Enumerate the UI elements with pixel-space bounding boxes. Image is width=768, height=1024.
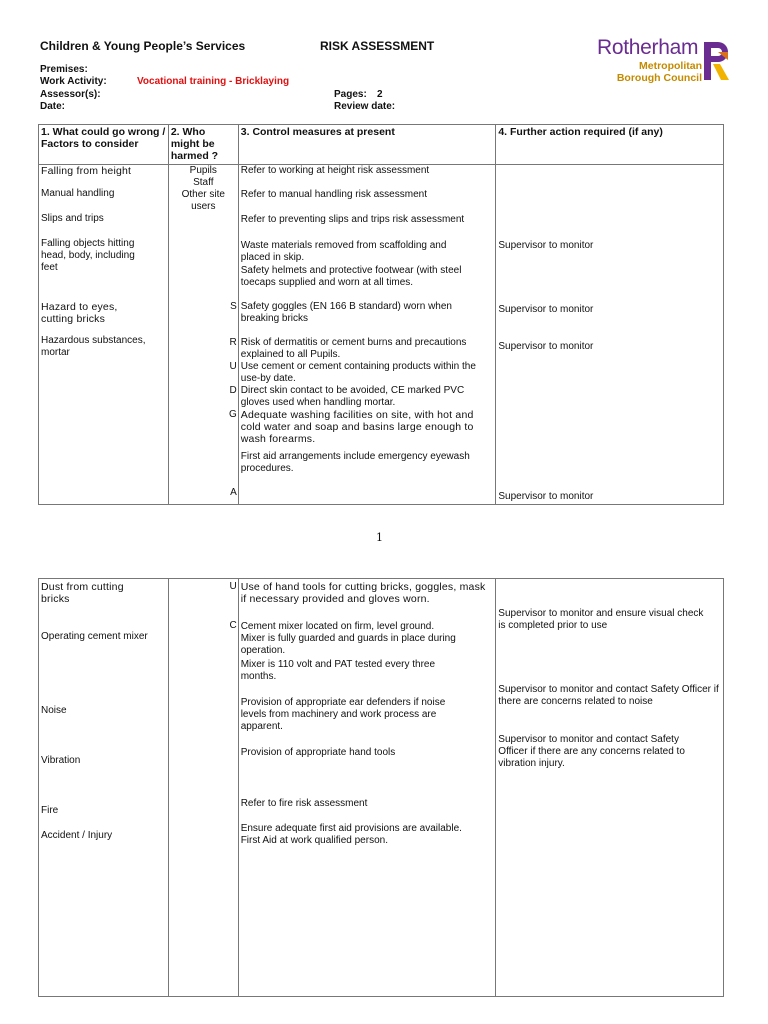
row-marker: U bbox=[229, 581, 237, 592]
action-item: Supervisor to monitor and contact Safety Officer if there are concerns related to noise bbox=[498, 684, 719, 707]
work-activity-label: Work Activity: bbox=[40, 76, 107, 87]
logo-name: Rotherham bbox=[597, 36, 699, 59]
control-item: Provision of appropriate ear defenders if noise levels from machinery and work process are apparent. bbox=[240, 697, 446, 732]
hazard-item: Accident / Injury bbox=[41, 830, 113, 841]
control-item: Use of hand tools for cutting bricks, goggles, mask if necessary provided and gloves worn. bbox=[240, 581, 486, 605]
hazard-item: Dust from cutting bricks bbox=[41, 581, 124, 605]
table-row bbox=[39, 579, 724, 997]
action-item: Supervisor to monitor bbox=[498, 240, 594, 251]
action-item: Supervisor to monitor and contact Safety Officer if there are any concerns related to vibration injury. bbox=[498, 734, 685, 769]
control-item: Waste materials removed from scaffolding and placed in skip. bbox=[240, 240, 447, 263]
row-marker: A bbox=[230, 487, 237, 498]
control-item: First Aid at work qualified person. bbox=[240, 835, 388, 846]
column-header-who: 2. Who might be harmed ? bbox=[168, 125, 238, 165]
control-item: Provision of appropriate hand tools bbox=[240, 747, 396, 758]
risk-table-page2 bbox=[38, 578, 724, 997]
document-title: RISK ASSESSMENT bbox=[320, 39, 435, 53]
hazard-item: Hazardous substances, mortar bbox=[41, 335, 146, 358]
control-item: Safety helmets and protective footwear (with steel toecaps supplied and worn at all times. bbox=[240, 265, 462, 288]
control-item: Adequate washing facilities on site, with hot and cold water and soap and basins large enough to wash forearms. bbox=[240, 409, 474, 445]
who-item: Other site users bbox=[181, 189, 225, 212]
control-item: Refer to manual handling risk assessment bbox=[240, 189, 427, 200]
control-item: Refer to fire risk assessment bbox=[240, 798, 368, 809]
controls-cell bbox=[238, 165, 496, 505]
review-date-label: Review date: bbox=[334, 101, 396, 112]
page-number: 1 bbox=[376, 531, 383, 544]
row-marker: D bbox=[229, 385, 237, 396]
row-marker: C bbox=[229, 620, 237, 631]
action-cell bbox=[496, 579, 724, 997]
row-marker: S bbox=[230, 301, 237, 312]
hazard-item: Vibration bbox=[41, 755, 81, 766]
row-marker: U bbox=[229, 361, 237, 372]
control-item: Mixer is fully guarded and guards in place during operation. bbox=[240, 633, 456, 656]
who-item: Pupils bbox=[189, 165, 217, 176]
hazard-item: Fire bbox=[41, 805, 59, 816]
control-item: Ensure adequate first aid provisions are available. bbox=[240, 823, 462, 834]
date-label: Date: bbox=[40, 101, 66, 112]
who-cell bbox=[168, 579, 238, 997]
department-title: Children & Young People’s Services bbox=[40, 39, 246, 53]
pages-value: 2 bbox=[377, 89, 383, 100]
logo-line1: Metropolitan bbox=[639, 60, 702, 72]
work-activity-value: Vocational training - Bricklaying bbox=[137, 76, 290, 87]
control-item: Use cement or cement containing products within the use-by date. bbox=[240, 361, 476, 384]
action-item: Supervisor to monitor bbox=[498, 341, 594, 352]
control-item: Mixer is 110 volt and PAT tested every three months. bbox=[240, 659, 436, 682]
control-item: Cement mixer located on firm, level ground. bbox=[240, 621, 435, 632]
control-item: First aid arrangements include emergency eyewash procedures. bbox=[240, 451, 470, 474]
column-header-controls: 3. Control measures at present bbox=[238, 125, 496, 165]
pages-label: Pages: bbox=[334, 89, 367, 100]
risk-table-page1 bbox=[38, 124, 724, 505]
table-header-row bbox=[39, 125, 724, 165]
control-item: Direct skin contact to be avoided, CE marked PVC gloves used when handling mortar. bbox=[240, 385, 465, 408]
hazard-item: Noise bbox=[41, 705, 67, 716]
hazard-item: Slips and trips bbox=[41, 213, 104, 224]
control-item: Refer to working at height risk assessment bbox=[240, 165, 430, 176]
action-item: Supervisor to monitor and ensure visual check is completed prior to use bbox=[498, 608, 704, 631]
table-row bbox=[39, 165, 724, 505]
logo-r-mark-icon bbox=[702, 40, 730, 82]
hazard-item: Operating cement mixer bbox=[41, 631, 148, 642]
hazard-cell bbox=[39, 579, 169, 997]
row-marker: G bbox=[228, 409, 237, 420]
controls-cell bbox=[238, 579, 496, 997]
hazard-item: Falling objects hitting head, body, including feet bbox=[41, 238, 135, 273]
premises-label: Premises: bbox=[40, 64, 88, 75]
logo-line2: Borough Council bbox=[616, 72, 702, 84]
who-item: Staff bbox=[193, 177, 214, 188]
column-header-action: 4. Further action required (if any) bbox=[496, 125, 724, 165]
hazard-item: Falling from height bbox=[41, 165, 132, 177]
column-header-hazard: 1. What could go wrong / Factors to consider bbox=[39, 125, 169, 165]
control-item: Risk of dermatitis or cement burns and precautions explained to all Pupils. bbox=[240, 337, 467, 360]
hazard-item: Manual handling bbox=[41, 188, 115, 199]
hazard-item: Hazard to eyes, cutting bricks bbox=[41, 301, 118, 325]
action-item: Supervisor to monitor bbox=[498, 304, 594, 315]
assessors-label: Assessor(s): bbox=[40, 89, 101, 100]
action-item: Supervisor to monitor bbox=[498, 491, 594, 502]
control-item: Safety goggles (EN 166 B standard) worn when breaking bricks bbox=[240, 301, 452, 324]
hazard-cell bbox=[39, 165, 169, 505]
who-cell bbox=[168, 165, 238, 505]
action-cell bbox=[496, 165, 724, 505]
row-marker: R bbox=[229, 337, 237, 348]
control-item: Refer to preventing slips and trips risk assessment bbox=[240, 214, 465, 225]
council-logo bbox=[560, 36, 730, 86]
